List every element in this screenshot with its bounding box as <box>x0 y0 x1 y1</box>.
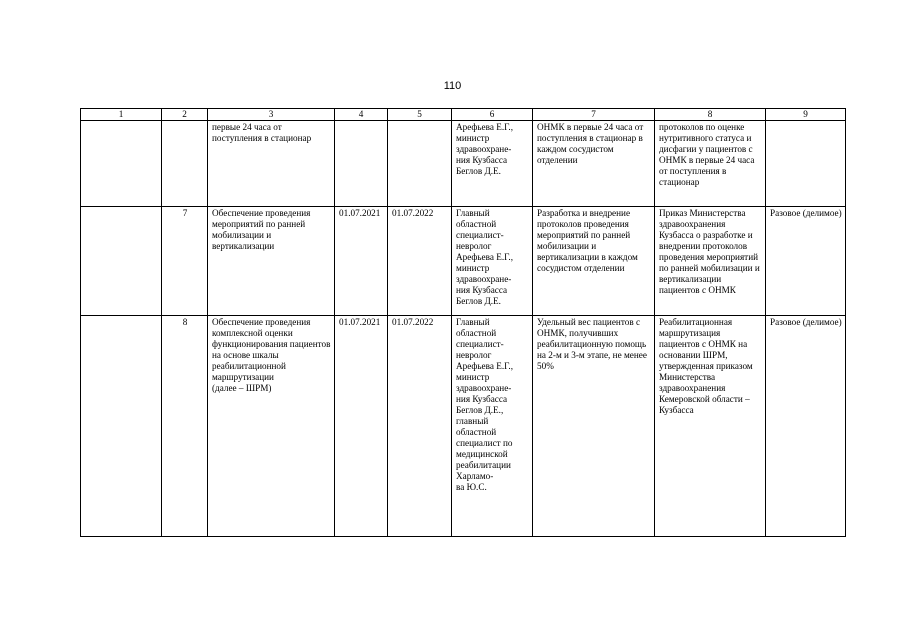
section-cell <box>81 316 162 537</box>
frequency: Разовое (делимое) <box>766 207 846 316</box>
item-number <box>162 121 208 207</box>
frequency: Разовое (делимое) <box>766 316 846 537</box>
end-date: 01.07.2022 <box>388 207 452 316</box>
column-header: 3 <box>208 109 335 121</box>
control-document: протоколов по оценке нутритивного статуса и дисфагии у пациентов с ОНМК в первые 24 часа от поступления в стационар <box>655 121 766 207</box>
start-date <box>335 121 388 207</box>
control-document: Приказ Министерства здравоохранения Кузбасса о разработке и внедрении протоколов проведения мероприятий по ранней мобилизации и вертикализации пациентов с ОНМК <box>655 207 766 316</box>
page-number: 110 <box>443 80 462 92</box>
column-header: 7 <box>533 109 655 121</box>
column-header: 9 <box>766 109 846 121</box>
column-header: 1 <box>81 109 162 121</box>
column-header: 2 <box>162 109 208 121</box>
responsible-persons: Главный областной специалист- невролог Арефьева Е.Г., министр здравоохране- ния Кузбасса Беглов Д.Е. <box>452 207 533 316</box>
section-cell <box>81 121 162 207</box>
table-row <box>81 207 846 316</box>
item-number: 7 <box>162 207 208 316</box>
start-date: 01.07.2021 <box>335 316 388 537</box>
result-description: Разработка и внедрение протоколов проведения мероприятий по ранней мобилизации и вертикализации в каждом сосудистом отделении <box>533 207 655 316</box>
column-header: 8 <box>655 109 766 121</box>
control-document: Реабилитационная маршрутизация пациентов с ОНМК на основании ШРМ, утвержденная приказом Министерства здравоохранения Кемеровской области – Кузбасса <box>655 316 766 537</box>
column-header: 4 <box>335 109 388 121</box>
end-date: 01.07.2022 <box>388 316 452 537</box>
column-number-row <box>81 109 846 121</box>
result-description: ОНМК в первые 24 часа от поступления в стационар в каждом сосудистом отделении <box>533 121 655 207</box>
plan-table <box>80 108 846 537</box>
start-date: 01.07.2021 <box>335 207 388 316</box>
end-date <box>388 121 452 207</box>
activity-name: Обеспечение проведения комплексной оценки функционирования пациентов на основе шкалы реабилитационной маршрутизации (далее – ШРМ) <box>208 316 335 537</box>
activity-name: первые 24 часа от поступления в стационар <box>208 121 335 207</box>
frequency <box>766 121 846 207</box>
result-description: Удельный вес пациентов с ОНМК, получивших реабилитационную помощь на 2-м и 3-м этапе, не менее 50% <box>533 316 655 537</box>
column-header: 5 <box>388 109 452 121</box>
responsible-persons: Арефьева Е.Г., министр здравоохране- ния Кузбасса Беглов Д.Е. <box>452 121 533 207</box>
item-number: 8 <box>162 316 208 537</box>
section-cell <box>81 207 162 316</box>
responsible-persons: Главный областной специалист- невролог Арефьева Е.Г., министр здравоохране- ния Кузбасса Беглов Д.Е., главный областной специалист по медицинской реабилитации Харламо- ва Ю.С. <box>452 316 533 537</box>
column-header: 6 <box>452 109 533 121</box>
activity-name: Обеспечение проведения мероприятий по ранней мобилизации и вертикализации <box>208 207 335 316</box>
table-row <box>81 121 846 207</box>
table-row <box>81 316 846 537</box>
